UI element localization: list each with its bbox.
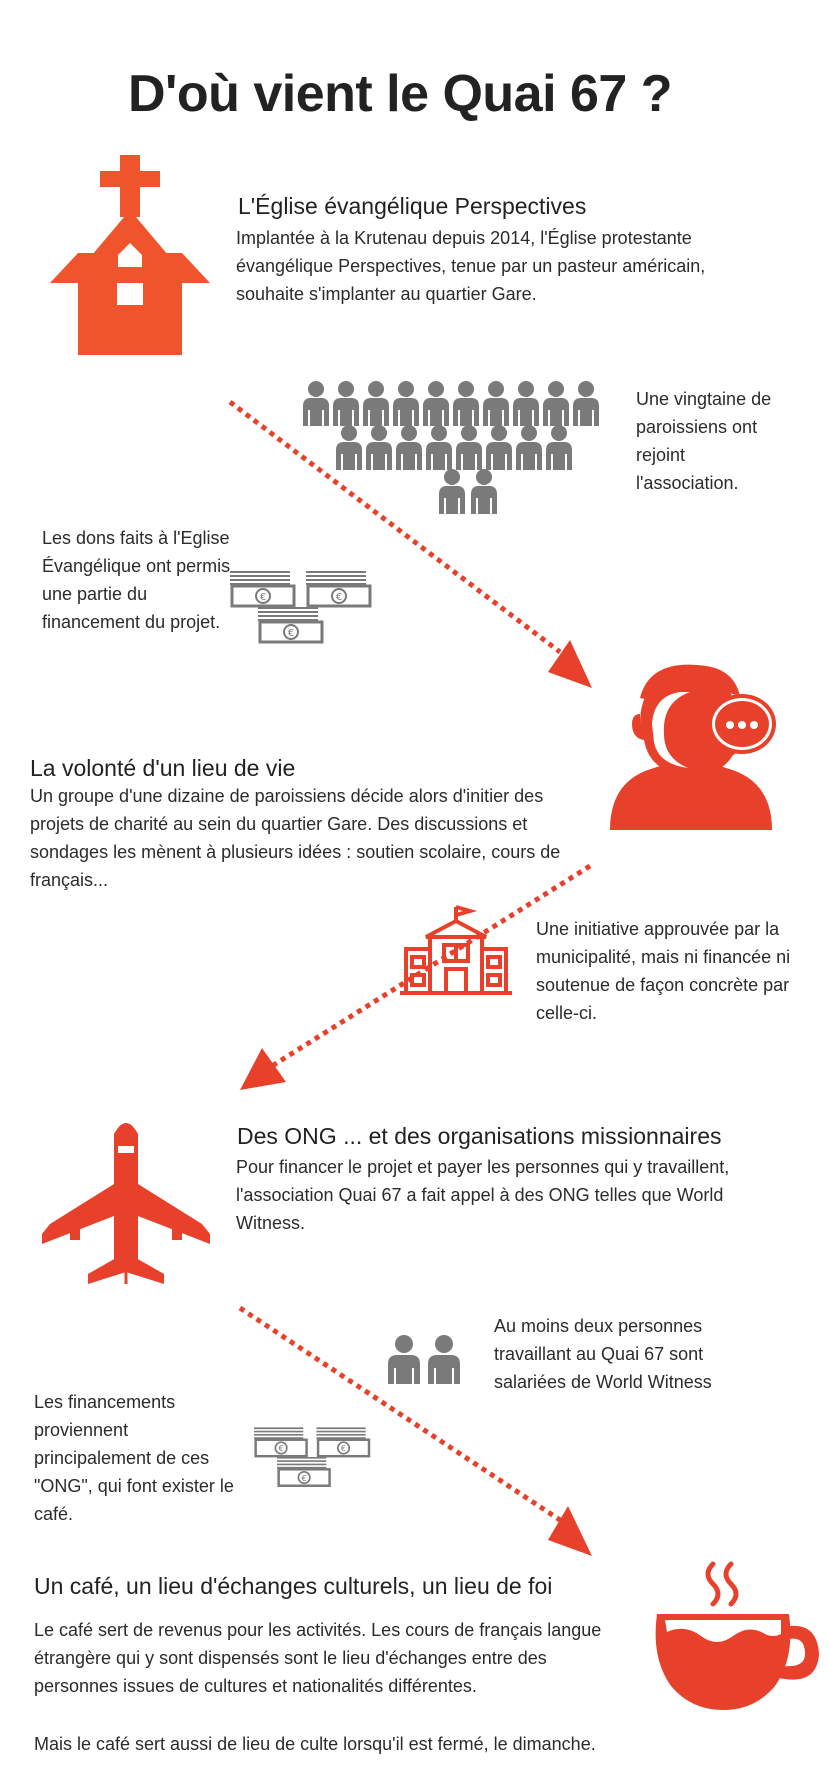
employees-note: Au moins deux personnes travaillant au Quai 67 sont salariées de World Witness: [494, 1316, 712, 1392]
church-heading: L'Église évangélique Perspectives: [238, 193, 587, 219]
coffee-cup-icon: [655, 1562, 820, 1712]
parishioners-note: Une vingtaine de paroissiens ont rejoint l'association.: [636, 389, 772, 493]
page-title: D'où vient le Quai 67 ?: [127, 65, 673, 123]
place-of-life-text: Un groupe d'une dizaine de paroissiens décide alors d'initier des projets de charité au sein du quartier Gare. Des discussions et sondages les mènent à plusieurs idées : soutien scolaire, cours de français...: [30, 786, 561, 890]
cafe-text: Le café sert de revenus pour les activités. Les cours de français langue étrangère qui y sont dispensés sont le lieu d'échanges entre des personnes issues de cultures et nationalités différentes.: [34, 1620, 602, 1696]
cafe-text-sunday: Mais le café sert aussi de lieu de culte lorsqu'il est fermé, le dimanche.: [34, 1734, 596, 1754]
funding-note: Les financements proviennent principalement de ces "ONG", qui font exister le café.: [34, 1392, 234, 1524]
cafe-heading: Un café, un lieu d'échanges culturels, un lieu de foi: [34, 1573, 553, 1599]
money-stack-icon: [254, 1424, 392, 1490]
donations-note: Les dons faits à l'Eglise Évangélique ont permis une partie du financement du projet.: [42, 528, 231, 632]
place-of-life-heading: La volonté d'un lieu de vie: [30, 755, 296, 781]
church-text: Implantée à la Krutenau depuis 2014, l'Église protestante évangélique Perspectives, tenue par un pasteur américain, souhaite s'implanter au quartier Gare.: [236, 228, 706, 304]
two-people-icon: [386, 1334, 462, 1384]
ngo-heading: Des ONG ... et des organisations missionnaires: [237, 1123, 722, 1149]
ngo-text: Pour financer le projet et payer les personnes qui y travaillent, l'association Quai 67 a fait appel à des ONG telles que World Witness.: [236, 1157, 730, 1233]
municipality-note: Une initiative approuvée par la municipalité, mais ni financée ni soutenue de façon concrète par celle-ci.: [536, 919, 791, 1023]
